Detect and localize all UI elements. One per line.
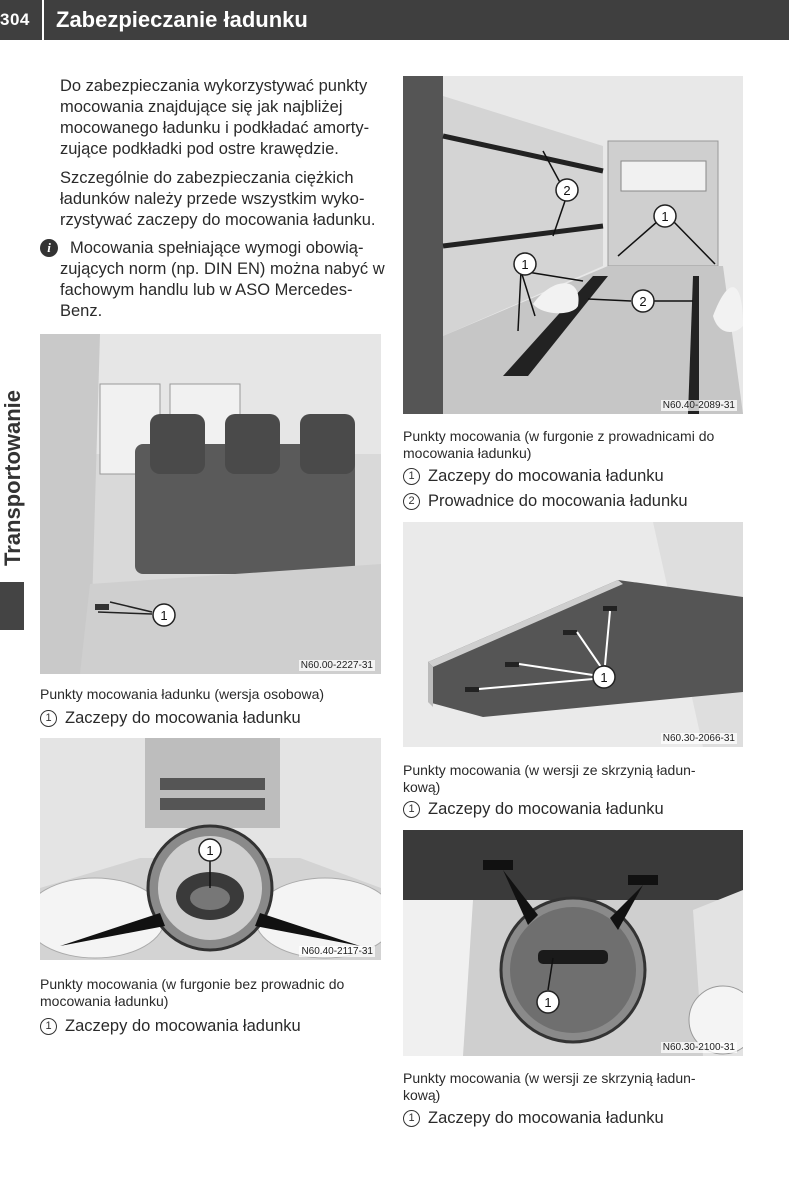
legend-text: Zaczepy do mocowania ładunku [428,1109,664,1127]
figure-caption [40,686,324,703]
legend-item [403,799,664,819]
figure-code: N60.40-2089-31 [662,400,735,411]
callout-1: 1 [544,995,552,1010]
figure-code: N60.30-2066-31 [662,733,735,744]
text-line: fachowym handlu lub w ASO Mercedes- [60,281,353,299]
callout-1: 1 [521,257,529,272]
callout-2: 2 [639,294,647,309]
text-line: ładunków należy przede wszystkim wyko- [60,190,365,208]
page-number: 304 [0,10,30,29]
callout-2: 2 [563,183,571,198]
legend-text: Zaczepy do mocowania ładunku [428,800,664,818]
legend-number: 1 [403,801,420,818]
legend-text: Zaczepy do mocowania ładunku [428,467,664,485]
figure-van-no-rails-photo [40,738,381,960]
legend-text: Zaczepy do mocowania ładunku [65,709,301,727]
text-line: mocowanego ładunku i podkładać amorty- [60,119,370,137]
caption-line: Punkty mocowania (w furgonie z prowadnicami do [403,428,715,444]
text-line: Do zabezpieczania wykorzystywać punkty [60,77,368,95]
figure-platform-hook-photo [403,830,743,1056]
info-icon: i [40,239,58,257]
callout-1: 1 [206,843,214,858]
text-line: zujące podkładki pod ostre krawędzie. [60,140,339,158]
figure-caption [403,762,696,796]
figure-code: N60.00-2227-31 [300,660,373,671]
legend-number: 1 [403,468,420,485]
text-line: Benz. [60,302,103,320]
callout-1: 1 [160,608,168,623]
header-divider [42,0,44,40]
legend-text: Prowadnice do mocowania ładunku [428,492,688,510]
page-header [0,0,789,40]
caption-line: mocowania ładunku) [40,993,169,1009]
legend-number: 1 [403,1110,420,1127]
legend-number: 1 [40,710,57,727]
figure-platform-photo [403,522,743,747]
figure-code: N60.30-2100-31 [662,1042,735,1053]
text-line: Szczególnie do zabezpieczania ciężkich [60,169,354,187]
legend-item [403,466,664,486]
callout-1: 1 [600,670,608,685]
figure-caption [403,1070,696,1104]
legend-number: 2 [403,493,420,510]
caption-line: kową) [403,1087,441,1103]
legend-text: Zaczepy do mocowania ładunku [65,1017,301,1035]
caption-line: Punkty mocowania ładunku (wersja osobowa) [40,686,325,702]
intro-paragraph-2 [60,168,375,231]
section-side-label: Transportowanie [0,389,25,567]
figure-caption [40,976,344,1010]
intro-paragraph-1 [60,76,369,160]
legend-item [40,708,301,728]
info-note [60,238,385,322]
figure-passenger-photo [40,334,381,674]
figure-code: N60.40-2117-31 [301,946,373,957]
section-side-tab [0,582,24,630]
text-line: mocowania znajdujące się jak najbliżej [60,98,343,116]
figure-caption [403,428,714,462]
figure-van-rails-photo [403,76,743,414]
legend-item [403,491,688,511]
text-line: rzystywać zaczepy do mocowania ładunku. [60,211,376,229]
callout-1: 1 [661,209,669,224]
caption-line: kową) [403,779,441,795]
caption-line: Punkty mocowania (w wersji ze skrzynią ładun- [403,762,696,778]
legend-number: 1 [40,1018,57,1035]
caption-line: Punkty mocowania (w wersji ze skrzynią ładun- [403,1070,696,1086]
caption-line: Punkty mocowania (w furgonie bez prowadnic do [40,976,345,992]
text-line: zujących norm (np. DIN EN) można nabyć w [60,260,385,278]
text-line: Mocowania spełniające wymogi obowią- [70,239,364,257]
caption-line: mocowania ładunku) [403,445,532,461]
legend-item [403,1108,664,1128]
legend-item [40,1016,301,1036]
page-title: Zabezpieczanie ładunku [56,7,308,32]
